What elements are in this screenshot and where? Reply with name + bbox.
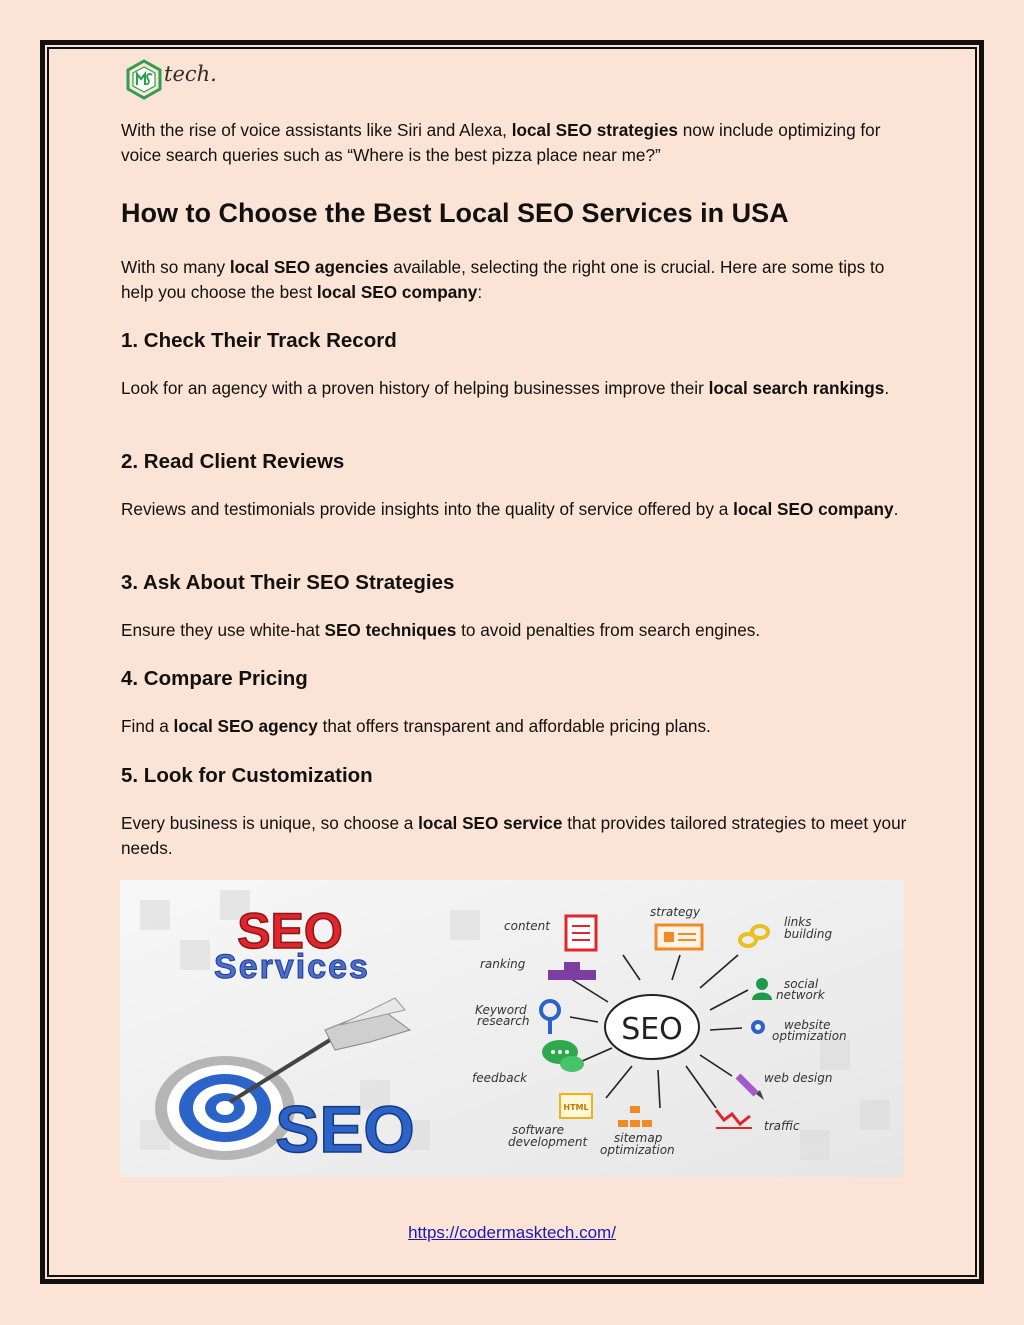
seo-services-banner (120, 880, 904, 1177)
seo-banner-graphic (120, 880, 904, 1177)
svg-text:HTML: HTML (563, 1103, 589, 1112)
section-heading-client-reviews: 2. Read Client Reviews (121, 450, 345, 473)
website-optimization-gear-icon (751, 1020, 765, 1034)
seo-center-label: SEO (621, 1012, 683, 1047)
logo-text: tech. (164, 62, 217, 86)
section-heading-seo-strategies: 3. Ask About Their SEO Strategies (121, 571, 455, 594)
lead-paragraph: With so many local SEO agencies available, selecting the right one is crucial. Here are some tips to help you choose the best local SEO company: (121, 257, 885, 302)
section-text-customization: Every business is unique, so choose a local SEO service that provides tailored strategies to meet your needs. (121, 813, 907, 858)
label-sitemap-optimization: optimization (600, 1143, 675, 1157)
label-building: building (784, 927, 833, 941)
label-ranking: ranking (480, 957, 526, 971)
strategy-icon (656, 925, 702, 949)
intro-paragraph: With the rise of voice assistants like Siri and Alexa, local SEO strategies now include optimizing for voice search queries such as “Where is the best pizza place near me?” (121, 120, 881, 165)
label-optimization: optimization (772, 1029, 847, 1043)
label-keyword: Keyword (475, 1003, 527, 1017)
label-sitemap: sitemap (614, 1131, 663, 1145)
label-web-design: web design (764, 1071, 833, 1085)
section-heading-track-record: 1. Check Their Track Record (121, 329, 397, 352)
label-content: content (504, 919, 550, 933)
company-logo (124, 58, 224, 102)
label-development: development (508, 1135, 588, 1149)
label-network: network (776, 988, 825, 1002)
section-text-track-record: Look for an agency with a proven history of helping businesses improve their local search rankings. (121, 378, 890, 398)
label-website: website (784, 1018, 831, 1032)
main-heading: How to Choose the Best Local SEO Services in USA (121, 198, 789, 228)
label-research: research (477, 1014, 530, 1028)
seo-title-word: SEO (237, 903, 343, 959)
html-icon (560, 1094, 592, 1118)
content-icon (566, 916, 596, 950)
label-links: links (784, 915, 812, 929)
label-strategy: strategy (650, 905, 701, 919)
logo-hexagon-icon (124, 58, 164, 102)
section-text-client-reviews: Reviews and testimonials provide insights into the quality of service offered by a local SEO company. (121, 499, 899, 519)
section-heading-pricing: 4. Compare Pricing (121, 667, 308, 690)
section-heading-customization: 5. Look for Customization (121, 764, 373, 787)
website-link[interactable]: https://codermasktech.com/ (408, 1223, 616, 1242)
label-feedback: feedback (472, 1071, 528, 1085)
section-text-seo-strategies: Ensure they use white-hat SEO techniques to avoid penalties from search engines. (121, 620, 761, 640)
section-text-pricing: Find a local SEO agency that offers transparent and affordable pricing plans. (121, 716, 711, 736)
label-traffic: traffic (764, 1119, 800, 1133)
label-social: social (784, 977, 819, 991)
label-software: software (512, 1123, 565, 1137)
services-title-word: Services (214, 948, 370, 986)
target-seo-word: SEO (275, 1092, 415, 1166)
dartboard-icon (155, 1056, 295, 1160)
